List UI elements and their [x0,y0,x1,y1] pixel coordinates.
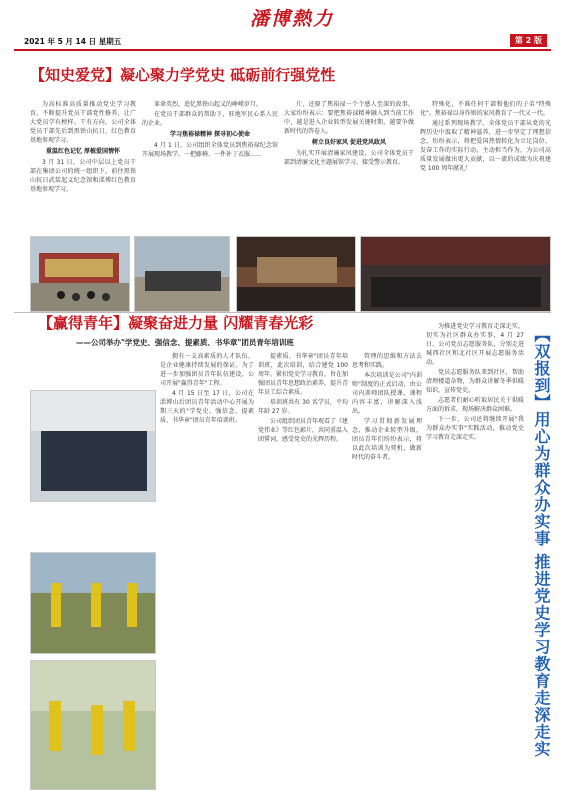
article1-headline: 【知史爱党】凝心聚力学党史 砥砺前行强党性 [30,66,336,84]
masthead [0,0,565,34]
article1-column-1 [30,100,136,235]
photo-training-class [30,390,156,502]
article2-subheadline: ——公司举办"学党史、强信念、提素质、书华章"团员青年培训班 [76,338,294,347]
article1-para: 为高标准高质量推动党史学习教育，不断提升党员干部党性修养，让广大党员学有榜样、干有方向，公司全体党员干部先后到黑铁山抗日、红色教育基地参观学习。 [30,101,136,144]
article1-subheading: 学习焦裕禄精神 探寻初心使命 [169,131,251,138]
article1-subheading: 重温红色记忆 厚植爱国情怀 [45,148,121,155]
article3-para: 为推进党史学习教育走深走实，切实为社区群众办实事，4 月 27 日，公司党员志愿服务队，分别走进城西社区和北社区开展志愿服务活动。 [426,323,524,366]
article2-column-2 [258,352,348,792]
article1-para: 通过系列现场教学，全体党员干部从党的光辉历史中汲取了精神滋养，进一步坚定了理想信念，纷纷表示，将把爱国热情转化为立足岗位、发奋工作的实际行动，主动担当作为，为公司高质量发展做出更大贡献，以一流的成绩为庆祝建党 100 周年献礼！ [420,120,551,172]
article2-para: 学习贯彻新发展理念，推动企业转型升级，团员青年们纷纷表示，将以此次培训为契机，做新时代的奋斗者。 [352,418,422,461]
article2-para: 管理的思维和方法去思考和实践。 [352,353,422,369]
article2-column-3 [352,352,422,792]
article1-para: 4 月 1 日，公司组织全体党员到焦裕禄纪念馆开展现场教学。一把藤椅、一件补丁衣服…… [142,142,278,158]
photo-team-game [30,660,156,790]
photo-group-square [134,236,230,312]
article2-para: 公司组织团员青年观看了《建党伟业》等红色影片，共同重温入团誓词，感受党史的光辉历程。 [258,418,348,443]
issue-date: 2021 年 5 月 14 日 星期五 [24,37,122,46]
article2-para: 拥有一支高素质的人才队伍，是企业健康持续发展的保证。为了进一步加强团员青年队伍建设，公司开展"赢得青年"工程。 [160,353,254,387]
photo-outdoor-activity [30,552,156,654]
dateline [14,34,551,48]
article2-para: 本次培训是公司"内训师"制度的正式启动，由公司内训师团队授课，课程内容丰富，讲解深入浅出。 [352,372,422,415]
photo-exhibition-hall [236,236,356,312]
header-divider [14,49,551,51]
article1-subheading: 树立良好家风 促进党风政风 [311,139,387,146]
article3-para: 下一步，公司还将继续开展"我为群众办实事"实践活动，推动党史学习教育走深走实。 [426,416,524,441]
photo-group-portrait [360,236,551,312]
article3-para: 志愿者们耐心听取居民关于供暖方面的诉求，现场解决群众困难。 [426,397,524,413]
article3-para: 党员志愿服务队来到社区，帮助清理楼道杂物，为群众讲解冬季供暖知识，宣传党史。 [426,369,524,394]
article2-headline: 【赢得青年】凝聚奋进力量 闪耀青春光彩 [38,314,314,332]
article2-para: 提素质、书华章"团员青年培训班，此次培训，结合建党 100 周年，紧扣党史学习教育，旨在加强团员青年思想政治素养，提升青年员工综合素质。 [258,353,348,396]
article1-para: 革命英烈，追忆黑铁山起义的峥嵘岁月。 [154,101,263,108]
article1-para: 3 月 31 日，公司中层以上党员干部在集团公司的统一组织下，前往黑铁山抗日武装起义纪念馆和淄博红色教育基地参观学习。 [30,159,136,193]
article1-column-2 [142,100,278,235]
article1-para: 特殊化，不准任何干部和他们的子弟"特殊化"。焦裕禄以身作则的家风教育了一代又一代。 [420,101,551,117]
newspaper-title: 潘博熱力 [250,8,335,30]
article1-para: 在党员干部群众的帮助下，驻地军民心系人民的企业。 [142,111,278,127]
article2-para: 4 月 15 日至 17 日，公司在淄博山后团员青年活动中心开展为期三天的"学党史、强信念、提素质、书华章"团员青年培训班。 [160,390,254,424]
edition-badge: 第 2 版 [510,34,547,47]
article2-column-1 [160,352,254,792]
article1-para: 为扎实开展清廉家风建设，公司全体党员干部到清廉文化主题展馆学习，接受警示教育。 [284,150,414,166]
photo-memorial-hall [30,236,130,312]
article3-vertical-headline: 【双报到】用心为群众办实事 推进党史学习教育走深走实 [532,326,551,758]
article1-para: 片，还原了焦裕禄一个个感人至深的故事。大家纷纷表示：要把焦裕禄精神融入到当前工作中，越是进入企业转型发展关键时期，越要争做新时代的答卷人。 [284,101,414,135]
article1-column-3 [284,100,414,235]
article1-column-4 [420,100,551,235]
article2-para: 培训班共有 30 名学员，平均年龄 27 岁。 [258,399,348,415]
article2-header [38,312,348,352]
article3-column [426,322,524,792]
